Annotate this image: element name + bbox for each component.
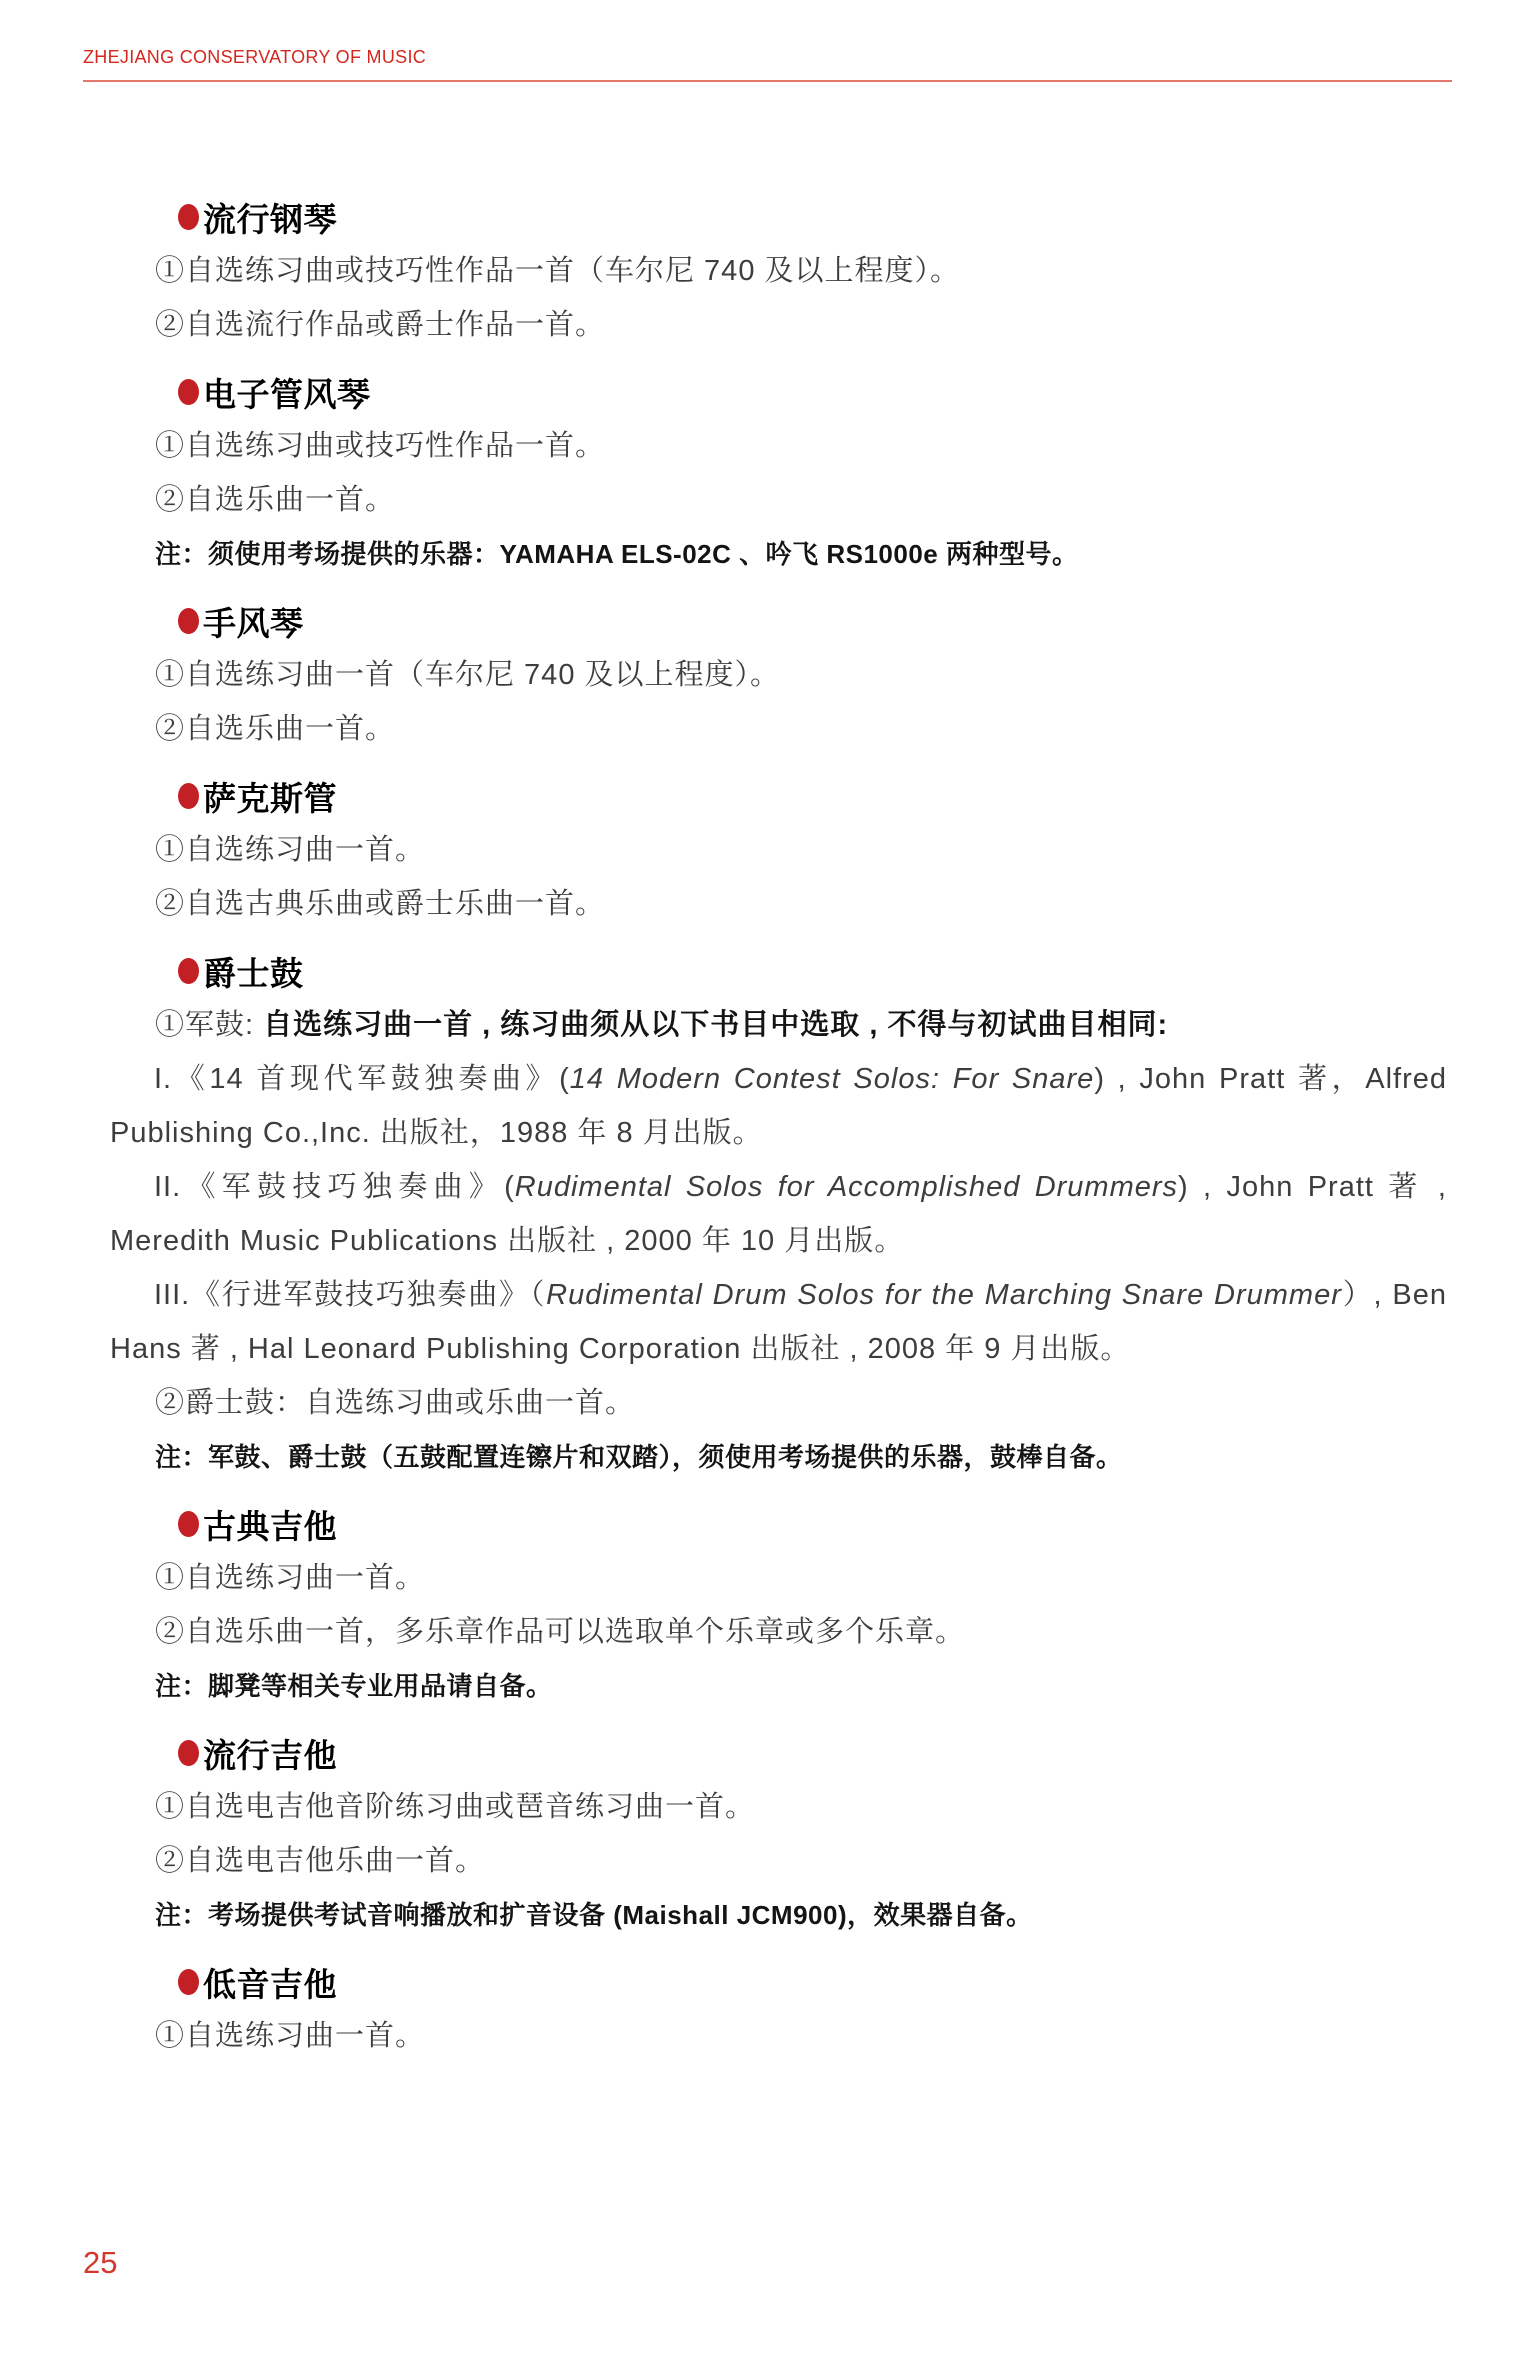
red-bullet-icon xyxy=(178,204,199,230)
section-title: 萨克斯管 xyxy=(203,779,337,817)
page-number: 25 xyxy=(83,2245,118,2280)
requirement-item: ②自选古典乐曲或爵士乐曲一首。 xyxy=(155,888,606,920)
red-bullet-icon xyxy=(178,1511,199,1537)
section-title: 低音吉他 xyxy=(203,1965,337,2003)
page-header xyxy=(0,0,1535,82)
red-bullet-icon xyxy=(178,783,199,809)
section-heading-accordion xyxy=(178,594,1447,648)
section-heading-bass-guitar xyxy=(178,1955,1447,2009)
section-title: 手风琴 xyxy=(203,604,304,642)
requirement-item: ②自选电吉他乐曲一首。 xyxy=(155,1845,486,1877)
red-bullet-icon xyxy=(178,379,199,405)
requirement-item: ②自选乐曲一首。 xyxy=(155,484,396,516)
book-reference-2 xyxy=(110,1160,1447,1268)
note-line: 注：脚凳等相关专业用品请自备。 xyxy=(155,1671,553,1701)
header-title: ZHEJIANG CONSERVATORY OF MUSIC xyxy=(83,47,427,67)
book-publisher-info: ) , John Pratt 著，Alfred Publishing Co.,Inc. 出版社，1988 年 8 月出版。 xyxy=(110,1063,1447,1149)
book-reference-1 xyxy=(110,1052,1447,1160)
item-bold-text: 自选练习曲一首 , 练习曲须从以下书目中选取 , 不得与初试曲目相同: xyxy=(263,1009,1169,1041)
requirement-item-snare xyxy=(155,998,1447,1052)
book-cjk-title: I.《14 首现代军鼓独奏曲》( xyxy=(154,1063,570,1095)
section-heading-pop-piano xyxy=(178,190,1447,244)
note-line: 注：考场提供考试音响播放和扩音设备 (Maishall JCM900)，效果器自备。 xyxy=(155,1900,1033,1930)
section-heading-classical-guitar xyxy=(178,1497,1447,1551)
book-english-title: Rudimental Drum Solos for the Marching Snare Drummer xyxy=(546,1279,1342,1311)
book-publisher-info: ) , John Pratt 著 , Meredith Music Publications 出版社 , 2000 年 10 月出版。 xyxy=(110,1171,1447,1257)
book-english-title: 14 Modern Contest Solos: For Snare xyxy=(569,1063,1095,1095)
requirement-item: ②自选乐曲一首，多乐章作品可以选取单个乐章或多个乐章。 xyxy=(155,1616,966,1648)
section-title: 古典吉他 xyxy=(203,1507,337,1545)
note-line: 注：军鼓、爵士鼓（五鼓配置连镲片和双踏），须使用考场提供的乐器，鼓棒自备。 xyxy=(155,1442,1123,1472)
requirement-item: ①自选练习曲一首。 xyxy=(155,1562,426,1594)
book-reference-3 xyxy=(110,1268,1447,1376)
section-heading-jazz-drums xyxy=(178,944,1447,998)
requirement-item: ①自选电吉他音阶练习曲或琶音练习曲一首。 xyxy=(155,1791,756,1823)
section-heading-pop-guitar xyxy=(178,1726,1447,1780)
section-title: 爵士鼓 xyxy=(203,954,304,992)
item-prefix: ①军鼓: xyxy=(155,1009,264,1041)
requirement-item: ②自选乐曲一首。 xyxy=(155,713,396,745)
section-title: 流行吉他 xyxy=(203,1736,337,1774)
section-title: 电子管风琴 xyxy=(203,375,371,413)
requirement-item: ①自选练习曲一首。 xyxy=(155,2020,426,2052)
red-bullet-icon xyxy=(178,1740,199,1766)
section-title: 流行钢琴 xyxy=(203,200,337,238)
note-line: 注：须使用考场提供的乐器：YAMAHA ELS-02C 、吟飞 RS1000e 两种型号。 xyxy=(155,539,1079,569)
requirement-item: ①自选练习曲或技巧性作品一首。 xyxy=(155,430,606,462)
book-publisher-info: ）, Ben Hans 著 , Hal Leonard Publishing Corporation 出版社 , 2008 年 9 月出版。 xyxy=(110,1279,1448,1365)
red-bullet-icon xyxy=(178,1969,199,1995)
requirement-item: ①自选练习曲或技巧性作品一首（车尔尼 740 及以上程度）。 xyxy=(155,255,961,287)
requirement-item: ②自选流行作品或爵士作品一首。 xyxy=(155,309,606,341)
red-bullet-icon xyxy=(178,608,199,634)
book-cjk-title: II.《军鼓技巧独奏曲》( xyxy=(154,1171,515,1203)
book-english-title: Rudimental Solos for Accomplished Drummers xyxy=(514,1171,1179,1203)
section-heading-electronic-organ xyxy=(178,365,1447,419)
book-cjk-title: III.《行进军鼓技巧独奏曲》（ xyxy=(154,1279,547,1311)
requirement-item-drumset: ②爵士鼓：自选练习曲或乐曲一首。 xyxy=(155,1387,636,1419)
page-content xyxy=(0,82,1535,2063)
section-heading-saxophone xyxy=(178,769,1447,823)
requirement-item: ①自选练习曲一首（车尔尼 740 及以上程度）。 xyxy=(155,659,781,691)
red-bullet-icon xyxy=(178,958,199,984)
requirement-item: ①自选练习曲一首。 xyxy=(155,834,426,866)
